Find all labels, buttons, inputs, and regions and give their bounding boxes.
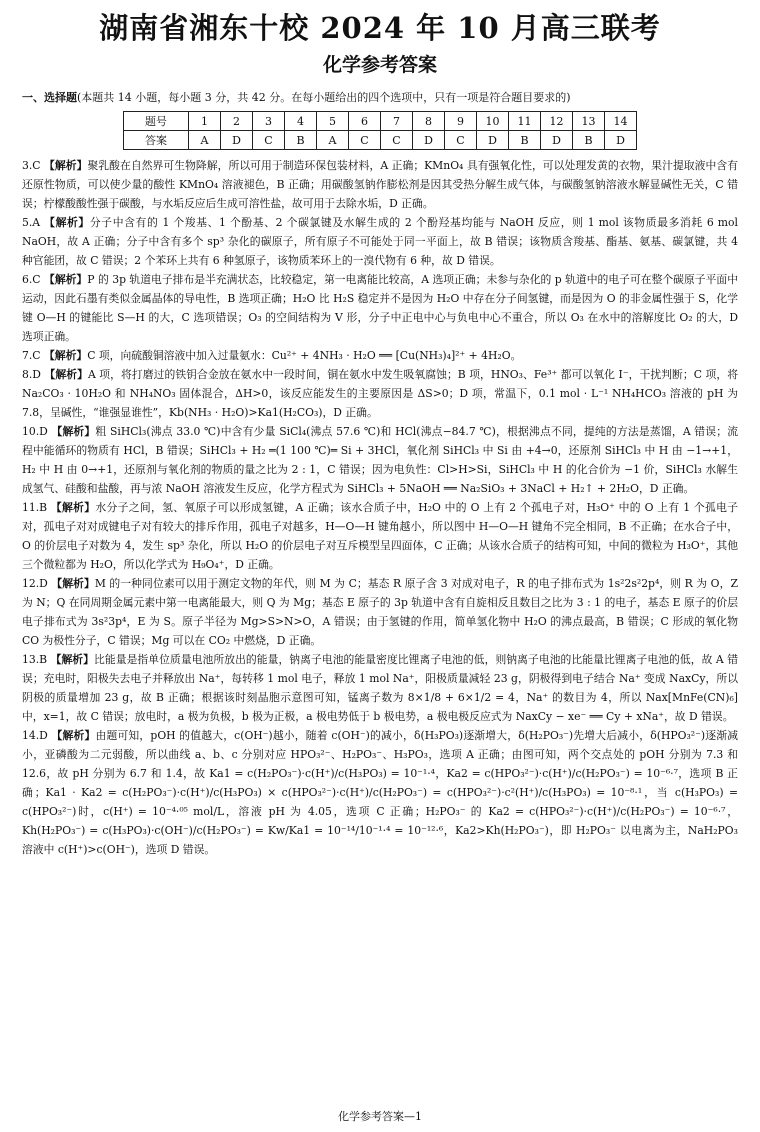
explanation-item <box>22 498 738 574</box>
question-number: 10 <box>477 112 509 131</box>
page-footer: 化学参考答案—1 <box>338 1110 422 1123</box>
question-number: 8 <box>413 112 445 131</box>
explanation-item <box>22 650 738 726</box>
explanation-item <box>22 213 738 270</box>
item-text: A 项，将打磨过的铁钥合金放在氨水中一段时间，铜在氨水中发生吸氧腐蚀；B 项，HNO₃、Fe³⁺ 都可以氧化 I⁻，干扰判断；C 项，将 Na₂CO₃ · 10H₂O 和 NH₄NO₃ 固体混合，ΔH>0，该反应能发生的主要原因是 ΔS>0；D 项，常温下，0.1 mol · L⁻¹ NH₄HCO₃ 溶液的 pH 为 7.8，呈碱性，“谁强显谁性”，Kb(NH₃ · H₂O)>Ka1(H₂CO₃)，D 正确。 <box>22 368 739 419</box>
item-text: P 的 3p 轨道电子排布是半充满状态，比较稳定，第一电离能比较高，A 选项正确；未参与杂化的 p 轨道中的电子可在整个碳原子平面中运动，因此石墨有类似金属晶体的导电性，B 选项正确；H₂O 比 H₂S 稳定并不是因为 H₂O 中存在分子间氢键，而是因为 O 的非金属性强于 S，化学键 O—H 的键能比 S—H 的大，C 选项错误；O₃ 的空间结构为 V 形，分子中正电中心与负电中心不重合，所以 O₃ 在水中的溶解度比 O₂ 的大，D 选项正确。 <box>22 273 739 343</box>
item-tag: 【解析】 <box>50 501 96 514</box>
answer-table-row-answers <box>124 131 637 150</box>
answer-cell: C <box>445 131 477 150</box>
item-number: 12.D <box>22 577 48 590</box>
answer-cell: D <box>221 131 253 150</box>
answer-cell: A <box>189 131 221 150</box>
item-tag: 【解析】 <box>44 273 88 286</box>
item-tag: 【解析】 <box>51 425 96 438</box>
item-tag: 【解析】 <box>44 159 88 172</box>
explanation-item <box>22 574 738 650</box>
explanation-item <box>22 156 738 213</box>
section-choice-header <box>22 90 738 106</box>
page-title: 湖南省湘东十校 2024 年 10 月高三联考 <box>99 11 661 45</box>
item-tag: 【解析】 <box>44 368 88 381</box>
answer-table-row-numbers <box>124 112 637 131</box>
question-number: 7 <box>381 112 413 131</box>
answer-cell: A <box>317 131 349 150</box>
explanation-item <box>22 270 738 346</box>
question-number: 1 <box>189 112 221 131</box>
answer-cell: B <box>573 131 605 150</box>
answer-cell: D <box>605 131 637 150</box>
answer-cell: B <box>285 131 317 150</box>
page-subtitle: 化学参考答案 <box>322 54 437 76</box>
item-text: 由题可知，pOH 的值越大，c(OH⁻)越小，随着 c(OH⁻)的减小，δ(H₃PO₃)逐渐增大，δ(H₂PO₃⁻)先增大后减小，δ(HPO₃²⁻)逐渐减小，亚磷酸为二元弱酸，所以曲线 a、b、c 分别对应 HPO₃²⁻、H₂PO₃⁻、H₃PO₃，选项 A 正确；由图可知，两个交点处的 pOH 分别为 7.3 和 12.6，故 pH 分别为 6.7 和 1.4，故 Ka1 = c(H₂PO₃⁻)·c(H⁺)/c(H₃PO₃) = 10⁻¹·⁴，Ka2 = c(HPO₃²⁻)·c(H⁺)/c(H₂PO₃⁻) = 10⁻⁶·⁷，选项 B 正确；Ka1 · Ka2 = c(H₂PO₃⁻)·c(H⁺)/c(H₃PO₃) × c(HPO₃²⁻)·c(H⁺)/c(H₂PO₃⁻) = c(HPO₃²⁻)·c²(H⁺)/c(H₃PO₃) = 10⁻⁸·¹，当 c(H₃PO₃) = c(HPO₃²⁻)时，c(H⁺) = 10⁻⁴·⁰⁵ mol/L，溶液 pH 为 4.05，选项 C 正确；H₂PO₃⁻ 的 Ka2 = c(HPO₃²⁻)·c(H⁺)/c(H₂PO₃⁻) = 10⁻⁶·⁷，Kh(H₂PO₃⁻) = c(H₃PO₃)·c(OH⁻)/c(H₂PO₃⁻) = Kw/Ka1 = 10⁻¹⁴/10⁻¹·⁴ = 10⁻¹²·⁶，Ka2>Kh(H₂PO₃⁻)，即 H₂PO₃⁻ 以电离为主，NaH₂PO₃ 溶液中 c(H⁺)>c(OH⁻)，选项 D 错误。 <box>22 729 739 856</box>
item-tag: 【解析】 <box>44 349 88 362</box>
item-number: 10.D <box>22 425 48 438</box>
item-number: 6.C <box>22 273 41 286</box>
item-text: 水分子之间，氢、氧原子可以形成氢键，A 正确；该水合质子中，H₂O 中的 O 上有 2 个孤电子对，H₃O⁺ 中的 O 上有 1 个孤电子对，孤电子对对成键电子对有较大的排斥作用，孤电子对越多，H—O—H 键角越小，所以图中 H—O—H 键角不完全相同，B 不正确；在水合子中，O 的价层电子对数为 4，发生 sp³ 杂化，所以 H₂O 的价层电子对互斥模型呈四面体，C 正确；从该水合质子的结构可知，中间的微粒为 H₃O⁺，其他三个微粒都为 H₂O，所以化学式为 H₉O₄⁺，D 正确。 <box>22 501 738 571</box>
item-tag: 【解析】 <box>51 729 96 742</box>
item-number: 11.B <box>22 501 48 514</box>
item-tag: 【解析】 <box>50 653 95 666</box>
answer-cell: D <box>413 131 445 150</box>
question-number: 13 <box>573 112 605 131</box>
explanation-item <box>22 726 738 859</box>
row-label-number: 题号 <box>124 112 189 131</box>
item-number: 5.A <box>22 216 41 229</box>
item-text: C 项，向硫酸铜溶液中加入过量氨水：Cu²⁺ + 4NH₃ · H₂O ══ [Cu(NH₃)₄]²⁺ + 4H₂O。 <box>87 349 522 362</box>
item-number: 13.B <box>22 653 48 666</box>
question-number: 6 <box>349 112 381 131</box>
question-number: 2 <box>221 112 253 131</box>
item-text: 比能量是指单位质量电池所放出的能量，钠离子电池的能量密度比锂离子电池的低，则钠离子电池的比能量比锂离子电池的低，故 A 错误；充电时，阳极失去电子并释放出 Na⁺，每转移 1 mol 电子，释放 1 mol Na⁺，阳极质量减轻 23 g，阴极得到电子结合 Na⁺ 变成 NaxCy，所以阴极的质量增加 23 g，故 B 正确；根据该时刻晶胞示意图可知，锰离子数为 8×1/8 + 6×1/2 = 4，Na⁺ 的数目为 4，所以 Nax[MnFe(CN)₆] 中，x=1，故 C 错误；放电时，a 极为负极，b 极为正极，a 极电势低于 b 极电势，a 极电极反应式为 NaxCy − xe⁻ ══ Cy + xNa⁺，故 D 错误。 <box>22 653 739 723</box>
answer-cell: C <box>381 131 413 150</box>
answer-cell: B <box>509 131 541 150</box>
explanation-item <box>22 365 738 422</box>
item-number: 7.C <box>22 349 41 362</box>
answer-cell: C <box>253 131 285 150</box>
question-number: 4 <box>285 112 317 131</box>
item-tag: 【解析】 <box>51 577 95 590</box>
section-label: 一、选择题 <box>22 91 77 104</box>
section-note: (本题共 14 小题，每小题 3 分，共 42 分。在每小题给出的四个选项中，只有一项是符合题目要求的) <box>77 91 571 104</box>
item-tag: 【解析】 <box>44 216 90 229</box>
question-number: 3 <box>253 112 285 131</box>
question-number: 11 <box>509 112 541 131</box>
answer-table <box>123 111 637 150</box>
question-number: 12 <box>541 112 573 131</box>
item-text: 粗 SiHCl₃(沸点 33.0 ℃)中含有少量 SiCl₄(沸点 57.6 ℃)和 HCl(沸点−84.7 ℃)，根据沸点不同，提纯的方法是蒸馏，A 错误；流程中能循环的物质有 HCl，B 错误；SiHCl₃ + H₂ ═(1 100 ℃)═ Si + 3HCl，氧化剂 SiHCl₃ 中 Si 由 +4→0，还原剂 SiHCl₃ 中 H 由 −1→+1，H₂ 中 H 由 0→+1，还原剂与氧化剂的物质的量之比为 2 : 1，C 错误；因为电负性：Cl>H>Si，SiHCl₃ 中 H 的化合价为 −1 价，SiHCl₃ 水解生成氢气、硅酸和盐酸，再与浓 NaOH 溶液发生反应，化学方程式为 SiHCl₃ + 5NaOH ══ Na₂SiO₃ + 3NaCl + H₂↑ + 2H₂O，D 正确。 <box>22 425 739 495</box>
item-text: 分子中含有的 1 个羧基、1 个酚基、2 个碳氯键及水解生成的 2 个酚羟基均能与 NaOH 反应，则 1 mol 该物质最多消耗 6 mol NaOH，故 A 正确；分子中含有多个 sp³ 杂化的碳原子，所有原子不可能处于同一平面上，故 B 错误；该物质含羧基、酯基、氨基、碳氯键，共 4 种官能团，故 C 错误；2 个苯环上共有 6 种氢原子，该物质苯环上的一溴代物有 6 种，故 D 错误。 <box>22 216 738 267</box>
explanation-item <box>22 422 738 498</box>
explanation-item <box>22 346 738 365</box>
item-number: 3.C <box>22 159 41 172</box>
answer-cell: D <box>541 131 573 150</box>
question-number: 14 <box>605 112 637 131</box>
answer-cell: C <box>349 131 381 150</box>
question-number: 9 <box>445 112 477 131</box>
item-text: 聚乳酸在自然界可生物降解，所以可用于制造环保包装材料，A 正确；KMnO₄ 具有强氧化性，可以处理发黄的衣物，果汁提取液中含有还原性物质，可以使少量的酸性 KMnO₄ 溶液褪色，B 正确；用碳酸氢钠作膨松剂是因其受热分解生成气体，与碳酸氢钠溶液水解显碱性无关，C 错误；柠檬酸酸性强于碳酸，与水垢反应后生成可溶性盐，故可用于去除水垢，D 正确。 <box>22 159 738 210</box>
item-number: 14.D <box>22 729 48 742</box>
item-number: 8.D <box>22 368 41 381</box>
item-text: M 的一种同位素可以用于测定文物的年代，则 M 为 C；基态 R 原子含 3 对成对电子，R 的电子排布式为 1s²2s²2p⁴，则 R 为 O，Z 为 N；Q 在同周期金属元素中第一电离能最大，则 Q 为 Mg；基态 E 原子的 3p 轨道中含有自旋相反且数目之比为 3 : 1 的电子，基态 E 原子的价层电子排布式为 3s²3p⁴，E 为 S。原子半径为 Mg>S>N>O，A 错误；由于氢键的作用，简单氢化物中 H₂O 的沸点最高，B 错误；C 形成的氧化物 CO 为极性分子，C 错误；Mg 可以在 CO₂ 中燃烧，D 正确。 <box>22 577 738 647</box>
question-number: 5 <box>317 112 349 131</box>
row-label-answer: 答案 <box>124 131 189 150</box>
answer-cell: D <box>477 131 509 150</box>
